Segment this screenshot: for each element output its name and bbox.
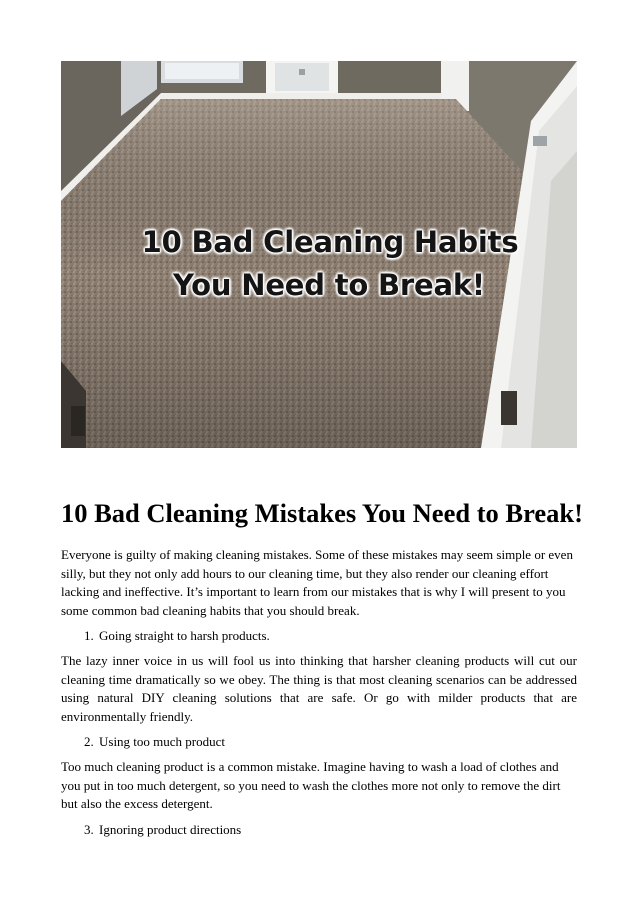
list-item-body: Too much cleaning product is a common mistake. Imagine having to wash a load of clothes and you put in too much detergent, so you need to wash the clothes more not only to remove the dirt but also the excess detergent. bbox=[61, 758, 561, 812]
list-item-number: 2. bbox=[84, 734, 94, 750]
list-item-number: 3. bbox=[84, 821, 94, 837]
hero-caption-line-2: You Need to Break! bbox=[173, 268, 485, 302]
list-item-heading: Ignoring product directions bbox=[99, 821, 242, 837]
intro-paragraph: Everyone is guilty of making cleaning mistakes. Some of these mistakes may seem simple or even silly, but they not only add hours to our cleaning time, but they also render our cleaning effort lacking and ineffective. It’s important to learn from our mistakes that is why I will present to you some common bad cleaning habits that you should break. bbox=[61, 547, 573, 618]
list-item bbox=[84, 627, 577, 646]
list-item-number: 1. bbox=[84, 628, 94, 644]
hero-caption-line-1: 10 Bad Cleaning Habits bbox=[141, 225, 519, 259]
hero-image bbox=[61, 61, 577, 448]
list-item bbox=[84, 733, 577, 752]
list-item-body: The lazy inner voice in us will fool us into thinking that harsher cleaning products will cut our cleaning time dramatically so we obey. The thing is that most cleaning scenarios can be addressed using natural DIY cleaning solutions that are safe. Or go with milder products that are environmentally friendly. bbox=[61, 652, 577, 724]
hero-caption bbox=[61, 221, 577, 307]
article-body bbox=[61, 494, 583, 845]
list-item bbox=[84, 821, 577, 840]
list-item-heading: Going straight to harsh products. bbox=[99, 628, 270, 644]
article-title: 10 Bad Cleaning Mistakes You Need to Break! bbox=[61, 498, 583, 528]
list-item-heading: Using too much product bbox=[99, 734, 226, 750]
